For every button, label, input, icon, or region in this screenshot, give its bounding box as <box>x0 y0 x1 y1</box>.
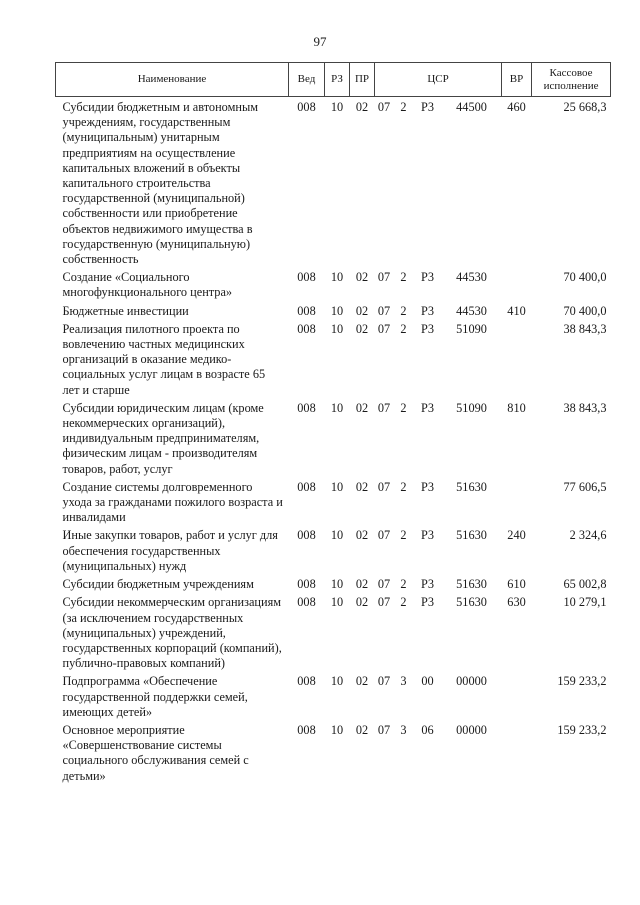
cell-amount: 2 324,6 <box>569 528 607 543</box>
cell-amount: 77 606,5 <box>563 479 607 494</box>
cell-amount: 70 400,0 <box>563 270 607 285</box>
cell-pr: 02 <box>355 303 369 318</box>
cell-csr-code: 44530 <box>456 270 487 285</box>
row-name: Иные закупки товаров, работ и услуг для обеспечения государственных (муниципальных) нужд <box>62 528 278 573</box>
cell-csr-program: 07 <box>377 528 391 543</box>
row-name: Субсидии бюджетным и автономным учреждениям, государственным (муниципальным) унитарным предприятиям на осуществление капитальных вложений в объекты капитального строительства государственной (муниципальной) собственности или приобретение объектов недвижимого имущества в государственную (муниципальную) собственность <box>62 100 258 267</box>
table-row <box>56 304 611 322</box>
table-row <box>56 322 611 401</box>
cell-rz: 10 <box>330 674 344 689</box>
cell-csr-code: 51090 <box>456 400 487 415</box>
row-name: Бюджетные инвестиции <box>62 303 189 318</box>
cell-csr-program: 07 <box>377 479 391 494</box>
cell-csr-code: 51630 <box>456 479 487 494</box>
cell-rz: 10 <box>330 400 344 415</box>
cell-ved: 008 <box>297 595 316 610</box>
header-amount: Кассовое исполнение <box>532 63 611 97</box>
table-row <box>56 401 611 480</box>
table-row <box>56 270 611 303</box>
cell-ved: 008 <box>297 577 316 592</box>
cell-pr: 02 <box>355 321 369 336</box>
cell-ved: 008 <box>297 321 316 336</box>
cell-amount: 10 279,1 <box>563 595 607 610</box>
cell-ved: 008 <box>297 100 316 114</box>
cell-csr-event: Р3 <box>421 400 434 415</box>
cell-ved: 008 <box>297 528 316 543</box>
cell-rz: 10 <box>330 577 344 592</box>
page-number: 97 <box>313 34 327 49</box>
cell-csr-subprogram: 2 <box>400 479 407 494</box>
row-name: Создание системы долговременного ухода за гражданами пожилого возраста и инвалидами <box>62 479 283 525</box>
table-row <box>56 723 611 787</box>
cell-pr: 02 <box>355 270 369 285</box>
cell-csr-event: Р3 <box>421 528 434 543</box>
cell-vr <box>502 322 532 401</box>
table-row <box>56 595 611 674</box>
cell-vr: 240 <box>507 528 526 543</box>
row-name: Субсидии юридическим лицам (кроме некоммерческих организаций), индивидуальным предпринимателям, физическим лицам - производителям товаров, работ, услуг <box>62 400 264 476</box>
cell-rz: 10 <box>330 479 344 494</box>
cell-csr-subprogram: 2 <box>400 577 407 592</box>
cell-csr-program: 07 <box>377 674 391 689</box>
row-name: Основное мероприятие «Совершенствование системы социального обслуживания семей с детьми» <box>62 722 249 783</box>
cell-amount: 38 843,3 <box>563 400 607 415</box>
cell-pr: 02 <box>355 479 369 494</box>
cell-csr-code: 44530 <box>456 303 487 318</box>
cell-csr-subprogram: 3 <box>400 674 407 689</box>
header-ved: Вед <box>289 63 325 97</box>
cell-pr: 02 <box>355 528 369 543</box>
cell-csr-program: 07 <box>377 321 391 336</box>
cell-csr-subprogram: 2 <box>400 321 407 336</box>
row-name: Создание «Социального многофункционального центра» <box>62 270 233 300</box>
cell-pr: 02 <box>355 400 369 415</box>
cell-csr-program: 07 <box>377 577 391 592</box>
cell-csr-subprogram: 2 <box>400 303 407 318</box>
cell-csr-code: 44500 <box>456 100 487 114</box>
cell-csr-event: Р3 <box>421 479 434 494</box>
cell-rz: 10 <box>330 722 344 737</box>
cell-vr <box>502 674 532 723</box>
cell-csr-program: 07 <box>377 270 391 285</box>
cell-csr-program: 07 <box>377 100 391 114</box>
cell-vr <box>502 723 532 787</box>
cell-rz: 10 <box>330 321 344 336</box>
cell-ved: 008 <box>297 722 316 737</box>
row-name: Субсидии бюджетным учреждениям <box>62 577 254 592</box>
table-row <box>56 97 611 271</box>
cell-pr: 02 <box>355 722 369 737</box>
cell-vr <box>502 270 532 303</box>
header-name: Наименование <box>56 63 289 97</box>
cell-rz: 10 <box>330 270 344 285</box>
cell-ved: 008 <box>297 303 316 318</box>
cell-ved: 008 <box>297 270 316 285</box>
cell-csr-event: 00 <box>421 674 434 689</box>
cell-csr-code: 51090 <box>456 321 487 336</box>
cell-pr: 02 <box>355 674 369 689</box>
table-header-row <box>56 63 611 97</box>
table-row <box>56 577 611 595</box>
cell-rz: 10 <box>330 595 344 610</box>
cell-csr-event: Р3 <box>421 321 434 336</box>
cell-ved: 008 <box>297 400 316 415</box>
cell-csr-subprogram: 2 <box>400 100 407 114</box>
cell-csr-program: 07 <box>377 595 391 610</box>
cell-csr-event: Р3 <box>421 577 434 592</box>
cell-amount: 159 233,2 <box>557 674 607 689</box>
header-vr: ВР <box>502 63 532 97</box>
cell-csr-code: 51630 <box>456 577 487 592</box>
table-row <box>56 480 611 529</box>
cell-csr-subprogram: 2 <box>400 270 407 285</box>
cell-csr-event: Р3 <box>421 100 434 114</box>
cell-csr-program: 07 <box>377 303 391 318</box>
cell-vr: 460 <box>507 100 526 114</box>
cell-csr-code: 51630 <box>456 595 487 610</box>
cell-rz: 10 <box>330 100 344 114</box>
cell-csr-event: Р3 <box>421 595 434 610</box>
cell-csr-subprogram: 3 <box>400 722 407 737</box>
cell-amount: 70 400,0 <box>563 303 607 318</box>
cell-csr-event: Р3 <box>421 270 434 285</box>
cell-amount: 25 668,3 <box>563 100 607 114</box>
cell-csr-code: 51630 <box>456 528 487 543</box>
row-name: Реализация пилотного проекта по вовлечению частных медицинских организаций в оказание медико-социальных услуг лицам в возрасте 65 лет и старше <box>62 321 266 397</box>
cell-csr-subprogram: 2 <box>400 595 407 610</box>
row-name: Субсидии некоммерческим организациям (за исключением государственных (муниципальных) учреждений, государственных корпораций (компаний), публично-правовых компаний) <box>62 595 282 671</box>
cell-vr: 610 <box>507 577 526 592</box>
cell-csr-event: 06 <box>421 722 434 737</box>
header-pr: ПР <box>350 63 375 97</box>
cell-pr: 02 <box>355 595 369 610</box>
cell-amount: 65 002,8 <box>563 577 607 592</box>
budget-table <box>55 62 611 787</box>
table-row <box>56 528 611 577</box>
row-name: Подпрограмма «Обеспечение государственной поддержки семей, имеющих детей» <box>62 674 248 719</box>
cell-rz: 10 <box>330 303 344 318</box>
cell-vr <box>502 480 532 529</box>
cell-csr-program: 07 <box>377 722 391 737</box>
cell-vr: 810 <box>507 400 526 415</box>
cell-csr-subprogram: 2 <box>400 400 407 415</box>
cell-csr-code: 00000 <box>456 722 487 737</box>
header-rz: РЗ <box>325 63 350 97</box>
header-csr: ЦСР <box>375 63 502 97</box>
table-row <box>56 674 611 723</box>
cell-pr: 02 <box>355 100 369 114</box>
cell-ved: 008 <box>297 479 316 494</box>
cell-csr-event: Р3 <box>421 303 434 318</box>
cell-csr-program: 07 <box>377 400 391 415</box>
cell-vr: 630 <box>507 595 526 610</box>
cell-csr-code: 00000 <box>456 674 487 689</box>
cell-pr: 02 <box>355 577 369 592</box>
cell-csr-subprogram: 2 <box>400 528 407 543</box>
cell-amount: 159 233,2 <box>557 722 607 737</box>
cell-ved: 008 <box>297 674 316 689</box>
cell-amount: 38 843,3 <box>563 321 607 336</box>
cell-rz: 10 <box>330 528 344 543</box>
cell-vr: 410 <box>507 303 526 318</box>
